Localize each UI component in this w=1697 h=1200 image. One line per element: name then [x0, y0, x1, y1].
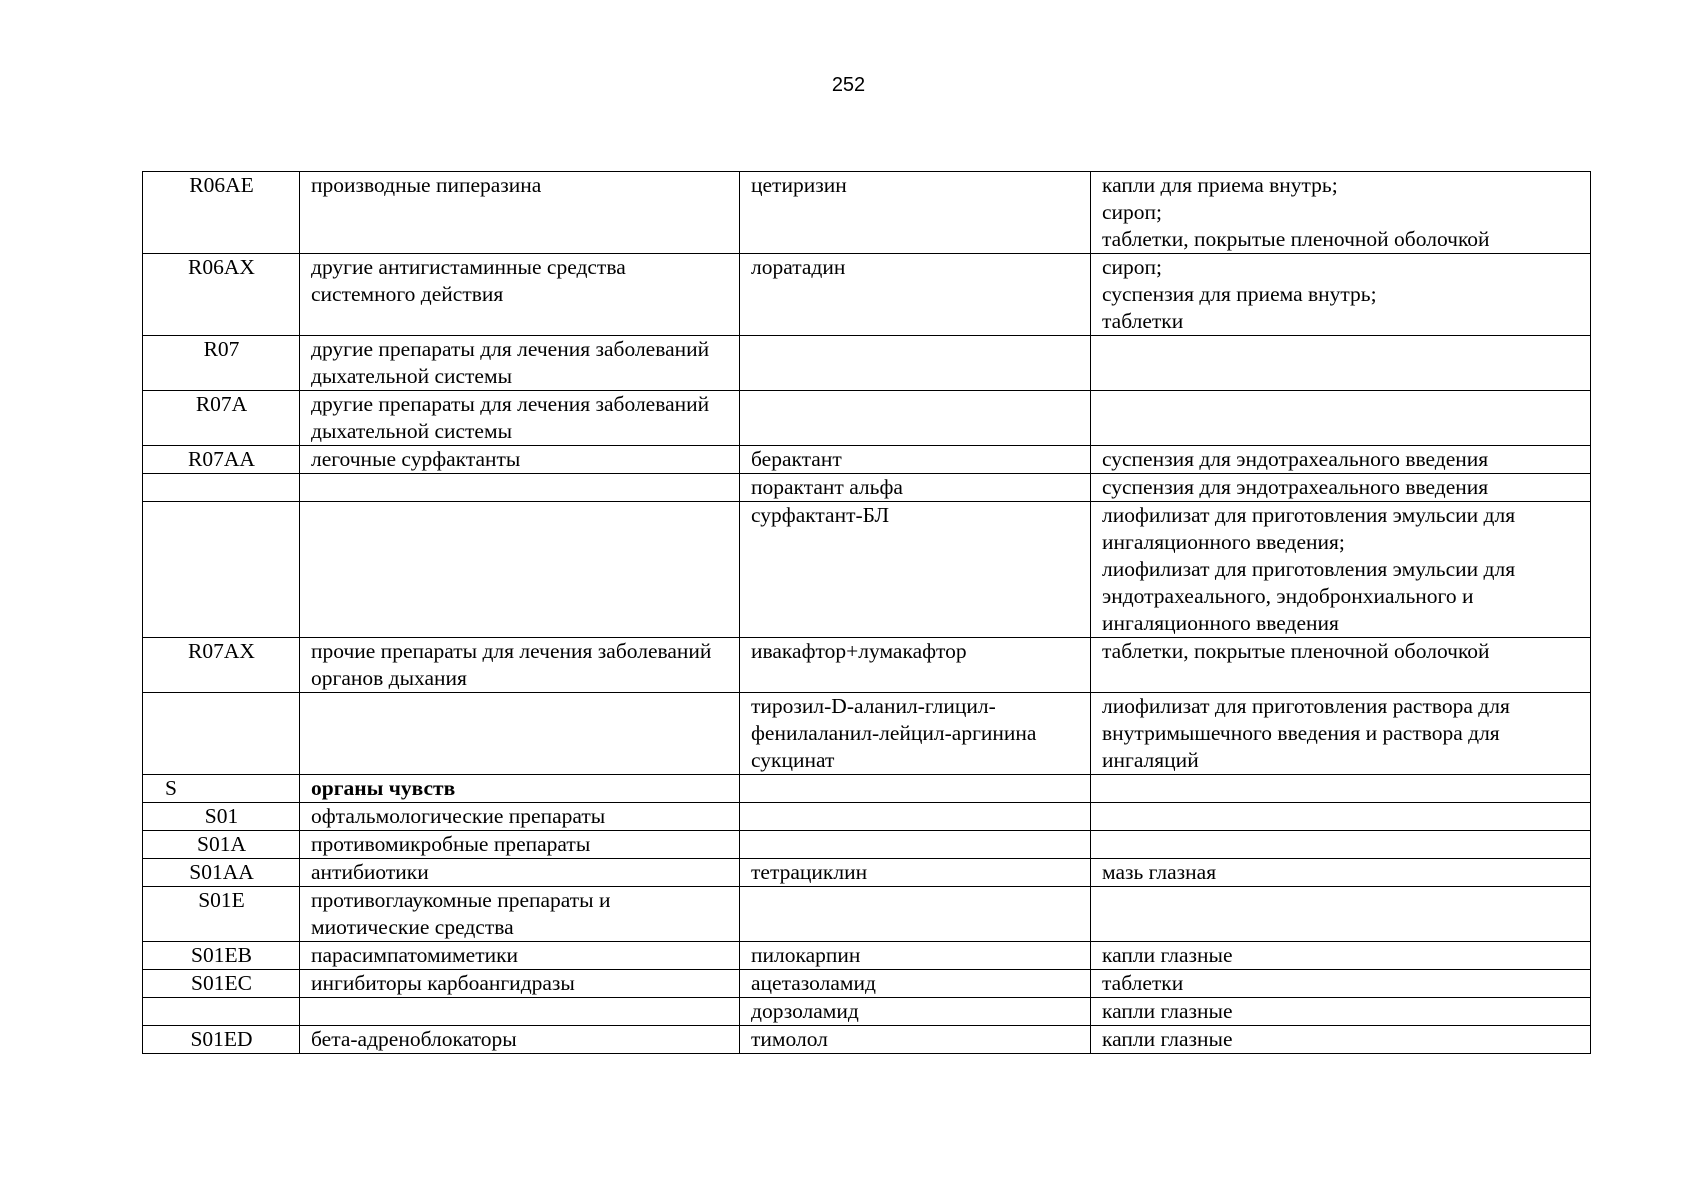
- dosage-form-cell: [1091, 887, 1591, 942]
- table-row: [143, 803, 1591, 831]
- drug-name-cell: [740, 803, 1091, 831]
- dosage-form-cell: капли для приема внутрь; сироп; таблетки, покрытые пленочной оболочкой: [1091, 172, 1591, 254]
- drug-name-cell: тетрациклин: [740, 859, 1091, 887]
- pharmacological-group-cell: парасимпатомиметики: [300, 942, 740, 970]
- pharmacological-group-cell: легочные сурфактанты: [300, 446, 740, 474]
- table-row: [143, 942, 1591, 970]
- pharmacological-group-cell: антибиотики: [300, 859, 740, 887]
- dosage-form-cell: суспензия для эндотрахеального введения: [1091, 446, 1591, 474]
- atc-code-cell: R07: [143, 336, 300, 391]
- drug-name-cell: порактант альфа: [740, 474, 1091, 502]
- table-row: [143, 336, 1591, 391]
- pharmacological-group-cell: прочие препараты для лечения заболеваний органов дыхания: [300, 638, 740, 693]
- dosage-form-cell: таблетки: [1091, 970, 1591, 998]
- dosage-form-cell: [1091, 336, 1591, 391]
- pharmacological-group-cell: другие препараты для лечения заболеваний дыхательной системы: [300, 391, 740, 446]
- dosage-form-cell: капли глазные: [1091, 942, 1591, 970]
- drug-name-cell: тирозил-D-аланил-глицил-фенилаланил-лейцил-аргинина сукцинат: [740, 693, 1091, 775]
- drug-name-cell: пилокарпин: [740, 942, 1091, 970]
- table-row: [143, 887, 1591, 942]
- page-number: 252: [831, 74, 866, 96]
- drug-table: [142, 171, 1591, 1054]
- atc-code-cell: S01AA: [143, 859, 300, 887]
- atc-code-cell: [143, 998, 300, 1026]
- atc-code-cell: S01A: [143, 831, 300, 859]
- drug-name-cell: сурфактант-БЛ: [740, 502, 1091, 638]
- pharmacological-group-cell: другие антигистаминные средства системного действия: [300, 254, 740, 336]
- pharmacological-group-cell: [300, 693, 740, 775]
- pharmacological-group-cell: [300, 474, 740, 502]
- table-row: [143, 1026, 1591, 1054]
- dosage-form-cell: [1091, 775, 1591, 803]
- dosage-form-cell: лиофилизат для приготовления эмульсии для ингаляционного введения; лиофилизат для приготовления эмульсии для эндотрахеального, эндобронхиального и ингаляционного введения: [1091, 502, 1591, 638]
- atc-code-cell: [143, 474, 300, 502]
- dosage-form-cell: мазь глазная: [1091, 859, 1591, 887]
- drug-name-cell: цетиризин: [740, 172, 1091, 254]
- drug-name-cell: берактант: [740, 446, 1091, 474]
- pharmacological-group-cell: другие препараты для лечения заболеваний дыхательной системы: [300, 336, 740, 391]
- table-row: [143, 474, 1591, 502]
- drug-name-cell: [740, 887, 1091, 942]
- atc-code-cell: [143, 502, 300, 638]
- dosage-form-cell: [1091, 803, 1591, 831]
- drug-name-cell: [740, 336, 1091, 391]
- table-row: [143, 859, 1591, 887]
- drug-name-cell: [740, 831, 1091, 859]
- table-row: [143, 254, 1591, 336]
- pharmacological-group-cell: бета-адреноблокаторы: [300, 1026, 740, 1054]
- pharmacological-group-cell: противоглаукомные препараты и миотические средства: [300, 887, 740, 942]
- table-row: [143, 831, 1591, 859]
- drug-name-cell: тимолол: [740, 1026, 1091, 1054]
- table-row: [143, 998, 1591, 1026]
- atc-code-cell: S: [143, 775, 300, 803]
- atc-code-cell: R06AX: [143, 254, 300, 336]
- atc-code-cell: R07AA: [143, 446, 300, 474]
- drug-name-cell: ивакафтор+лумакафтор: [740, 638, 1091, 693]
- table-row: [143, 693, 1591, 775]
- atc-code-cell: S01EB: [143, 942, 300, 970]
- pharmacological-group-cell: производные пиперазина: [300, 172, 740, 254]
- pharmacological-group-cell: ингибиторы карбоангидразы: [300, 970, 740, 998]
- pharmacological-group-cell: офтальмологические препараты: [300, 803, 740, 831]
- dosage-form-cell: суспензия для эндотрахеального введения: [1091, 474, 1591, 502]
- dosage-form-cell: капли глазные: [1091, 1026, 1591, 1054]
- table-row: [143, 446, 1591, 474]
- table-row: [143, 391, 1591, 446]
- pharmacological-group-cell: [300, 502, 740, 638]
- table-body: [143, 172, 1591, 1054]
- dosage-form-cell: [1091, 391, 1591, 446]
- atc-code-cell: [143, 693, 300, 775]
- table-row: [143, 775, 1591, 803]
- table-row: [143, 970, 1591, 998]
- dosage-form-cell: таблетки, покрытые пленочной оболочкой: [1091, 638, 1591, 693]
- atc-code-cell: S01ED: [143, 1026, 300, 1054]
- drug-name-cell: [740, 775, 1091, 803]
- drug-name-cell: дорзоламид: [740, 998, 1091, 1026]
- drug-name-cell: лоратадин: [740, 254, 1091, 336]
- table-row: [143, 502, 1591, 638]
- atc-code-cell: R07AX: [143, 638, 300, 693]
- dosage-form-cell: сироп; суспензия для приема внутрь; таблетки: [1091, 254, 1591, 336]
- atc-code-cell: R07A: [143, 391, 300, 446]
- dosage-form-cell: лиофилизат для приготовления раствора для внутримышечного введения и раствора для ингаляций: [1091, 693, 1591, 775]
- dosage-form-cell: капли глазные: [1091, 998, 1591, 1026]
- atc-code-cell: S01E: [143, 887, 300, 942]
- pharmacological-group-cell: противомикробные препараты: [300, 831, 740, 859]
- atc-code-cell: R06AE: [143, 172, 300, 254]
- atc-code-cell: S01EC: [143, 970, 300, 998]
- dosage-form-cell: [1091, 831, 1591, 859]
- pharmacological-group-cell: [300, 998, 740, 1026]
- pharmacological-group-cell: органы чувств: [300, 775, 740, 803]
- table-row: [143, 638, 1591, 693]
- drug-name-cell: ацетазоламид: [740, 970, 1091, 998]
- table-row: [143, 172, 1591, 254]
- drug-name-cell: [740, 391, 1091, 446]
- atc-code-cell: S01: [143, 803, 300, 831]
